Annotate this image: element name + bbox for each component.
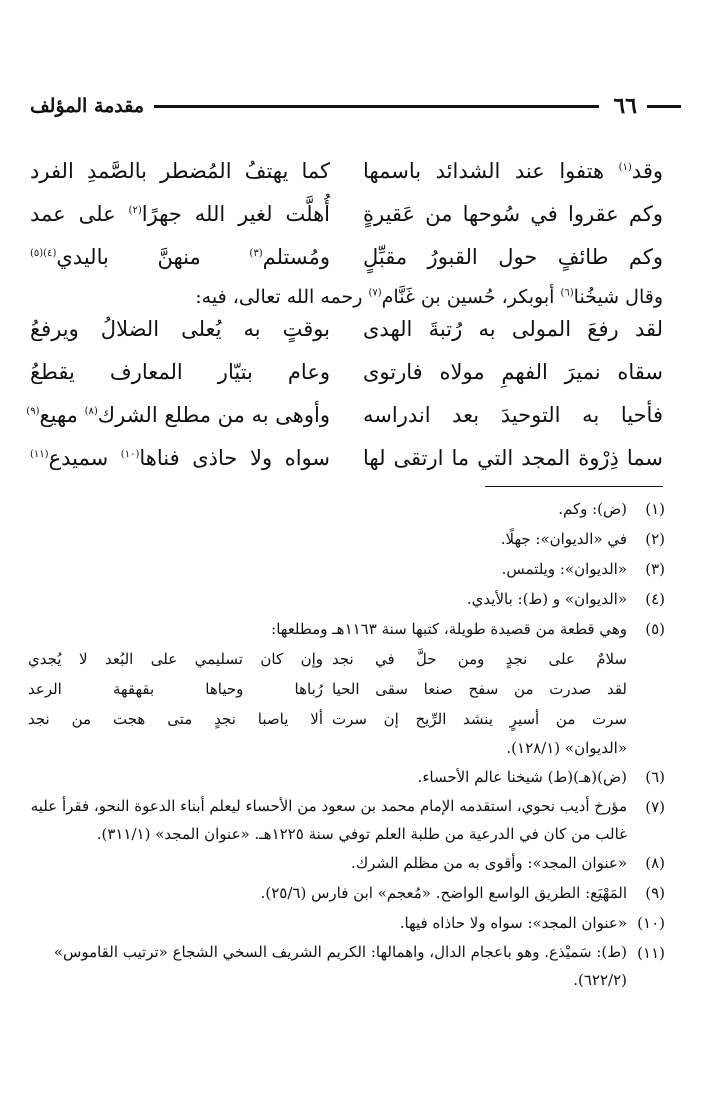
footnote xyxy=(28,848,665,878)
footnote xyxy=(28,524,665,554)
verse-second-hemistich: ألا ياصبا نجدٍ متى هجت من نجد xyxy=(28,710,323,728)
poem-first xyxy=(30,150,663,279)
footnote-text: (ط): سَميْذع. وهو باعجام الدال، واهمالها: الكريم الشريف السخي الشجاع «ترتيب القاموس» (٦٢٢/٢). xyxy=(53,943,627,989)
verse-second-hemistich: وعام بتيّار المعارف يقطعُ xyxy=(30,360,330,384)
footnote-text: (ض)(هـ)(ط) شيخنا عالم الأحساء. xyxy=(417,768,627,786)
footnote xyxy=(28,494,665,524)
verse-first-hemistich: وكم طائفٍ حول القبورُ مقبِّلٍ xyxy=(363,245,663,269)
footnote-separator xyxy=(485,486,663,487)
verse-second-hemistich: وأوهى به من مطلع الشرك$^{(٨)}$ مهيع$^{(٩)}$ xyxy=(26,403,330,427)
footnote xyxy=(28,762,665,792)
footnote-text: (ض): وكم. xyxy=(558,500,627,518)
page-header xyxy=(30,86,681,126)
footnote xyxy=(28,938,665,994)
verse xyxy=(26,394,663,437)
verse-second-hemistich: بوقتٍ به يُعلى الضلالُ ويرفعُ xyxy=(30,317,330,341)
footnote-number: (٩) xyxy=(645,884,665,902)
verse-second-hemistich: كما يهتفُ المُضطر بالصَّمدِ الفرد xyxy=(30,159,330,183)
verse-first-hemistich: سقاه نميرَ الفهمِ مولاه فارتوى xyxy=(363,360,663,384)
footnote-text: المَهْيَع: الطريق الواسع الواضح. «مُعجم» ابن فارس (٢٥/٦). xyxy=(260,884,627,902)
verse xyxy=(30,351,663,394)
verse-second-hemistich: وإن كان تسليمي على البُعد لا يُجدي xyxy=(28,650,323,668)
footnote-number: (٧) xyxy=(645,798,665,816)
poem-second xyxy=(26,308,663,480)
footnote xyxy=(28,792,665,848)
verse-second-hemistich: ومُستلم$^{(٣)}$ منهنَّ باليدي$^{(٤)(٥)}$ xyxy=(30,245,330,269)
footnote-number: (٢) xyxy=(645,530,665,548)
verse-first-hemistich: وقد$^{(١)}$ هتفوا عند الشدائد باسمها xyxy=(363,159,663,183)
header-rule xyxy=(154,105,599,108)
verse-first-hemistich: لقد رفعَ المولى به رُتبةَ الهدى xyxy=(363,317,663,341)
footnote-number: (٨) xyxy=(645,854,665,872)
footnote-number: (١) xyxy=(645,500,665,518)
verse-first-hemistich: سلامٌ على نجدٍ ومن حلَّ في نجد xyxy=(332,650,627,668)
footnote-number: (١٠) xyxy=(637,914,665,932)
footnote-text: «عنوان المجد»: وأقوى به من مظلم الشرك. xyxy=(351,854,627,872)
verse xyxy=(28,674,627,704)
prose-line: وقال شيخُنا$^{(٦)}$ أبوبكر، حُسين بن غَنَّام$^{(٧)}$ رحمه الله تعالى، فيه: xyxy=(195,286,663,308)
page-title: مقدمة المؤلف xyxy=(30,95,145,117)
verse-first-hemistich: وكم عقروا في سُوحها من عَقيرةٍ xyxy=(363,202,663,226)
footnote-text: «عنوان المجد»: سواه ولا حاذاه فيها. xyxy=(399,914,627,932)
footnote xyxy=(28,584,665,614)
verse-second-hemistich: أُهلَّت لغير الله جهرًا$^{(٢)}$ على عمد xyxy=(30,202,330,226)
verse-second-hemistich: سواه ولا حاذى فناها$^{(١٠)}$ سميدع$^{(١١)}$ xyxy=(30,446,330,470)
verse-first-hemistich: فأحيا به التوحيدَ بعد اندراسه xyxy=(363,403,663,427)
footnote-text: «الديوان» و (ط): بالأيدي. xyxy=(466,590,627,608)
verse-first-hemistich: لقد صدرت من سفح صنعا سقى الحيا xyxy=(332,680,627,698)
verse xyxy=(30,150,663,193)
footnote-number: (٤) xyxy=(645,590,665,608)
verse xyxy=(28,704,627,734)
footnote-number: (٥) xyxy=(645,620,665,638)
page-number: ٦٦ xyxy=(613,93,637,119)
verse-first-hemistich: سما ذِرْوة المجد التي ما ارتقى لها xyxy=(363,446,663,470)
footnote-source: «الديوان» (١٢٨/١). xyxy=(506,739,627,757)
footnote-quoted-poem xyxy=(28,644,627,734)
footnote xyxy=(28,554,665,584)
verse xyxy=(30,308,663,351)
footnote-text: في «الديوان»: جهلًا. xyxy=(500,530,627,548)
footnotes xyxy=(28,494,665,994)
verse xyxy=(30,236,663,279)
footnote xyxy=(28,878,665,908)
footnote-text: «الديوان»: ويلتمس. xyxy=(501,560,627,578)
footnote-text: مؤرخ أديب نحوي، استقدمه الإمام محمد بن سعود من الأحساء ليعلم أبناء الدعوة النحو، فقرأ عليه غالب من كان في الدرعية من طلبة العلم توفي سنة ١٢٢٥هـ. «عنوان المجد» (٣١١/١). xyxy=(30,797,627,843)
verse-first-hemistich: سرت من أسيرٍ ينشد الرِّيح إن سرت xyxy=(332,710,627,728)
footnote-text: وهي قطعة من قصيدة طويلة، كتبها سنة ١١٦٣هـ ومطلعها: xyxy=(271,620,627,638)
footnote-number: (٦) xyxy=(645,768,665,786)
footnote-number: (١١) xyxy=(637,944,665,962)
verse-second-hemistich: رُباها وحياها بقهقهة الرعد xyxy=(28,680,323,698)
verse xyxy=(28,644,627,674)
verse xyxy=(30,437,663,480)
verse xyxy=(30,193,663,236)
footnote-number: (٣) xyxy=(645,560,665,578)
footnote xyxy=(28,908,665,938)
footnote xyxy=(28,614,665,644)
header-dash xyxy=(647,105,681,108)
